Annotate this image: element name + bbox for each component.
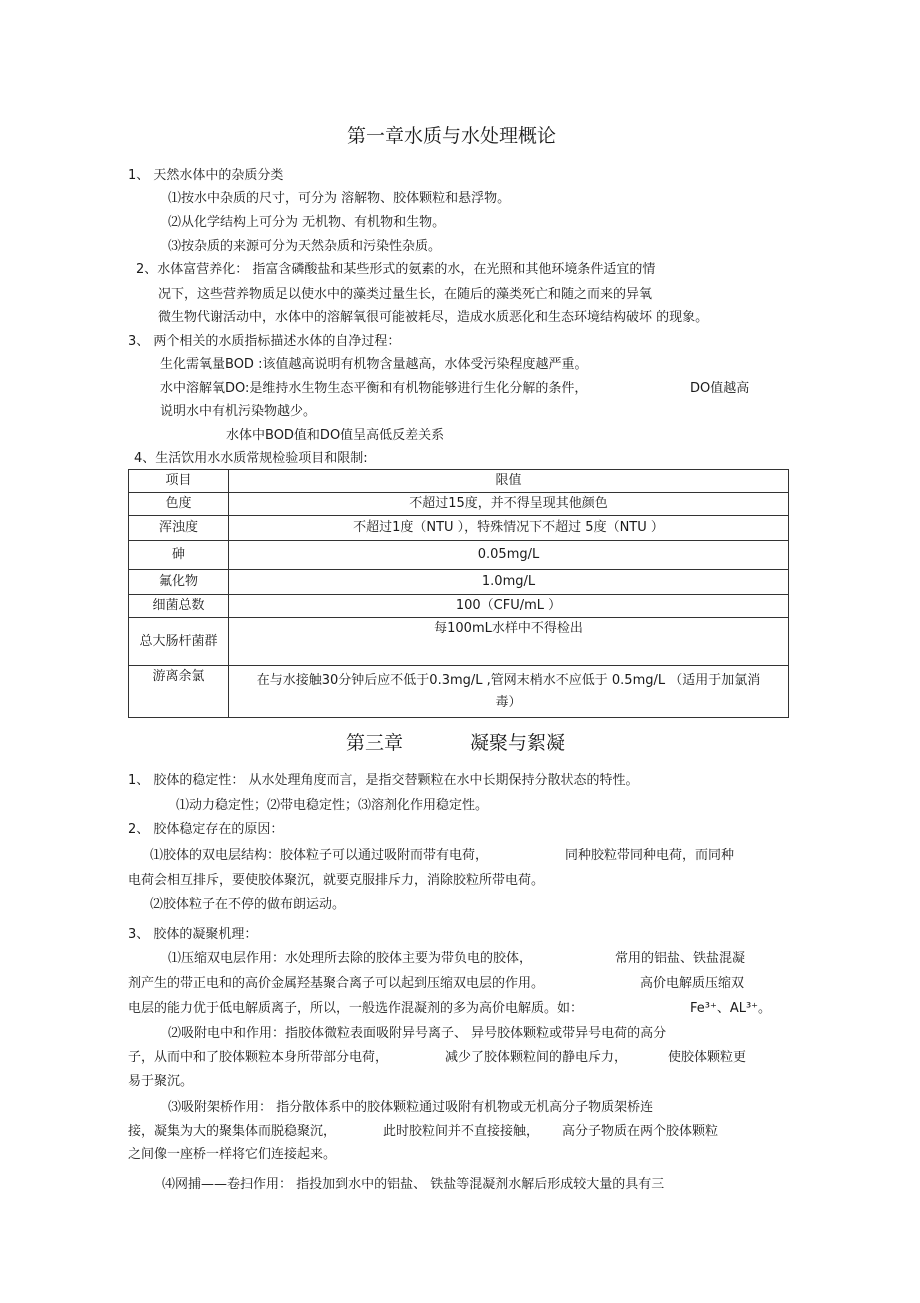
table-cell-limit: 每100mL水样中不得检出: [229, 618, 789, 666]
ch3-line: 此时胶粒间并不直接接触，: [383, 1124, 540, 1139]
table-cell-item: 总大肠杆菌群: [129, 618, 229, 666]
table-cell-limit: 1.0mg/L: [229, 570, 789, 595]
ch3-line: 之间像一座桥一样将它们连接起来。: [128, 1147, 337, 1162]
section1-item: ⑴按水中杂质的尺寸，可分为 溶解物、胶体颗粒和悬浮物。: [168, 191, 511, 206]
bod-do-relation: 水体中BOD值和DO值呈高低反差关系: [226, 428, 445, 443]
ch3-line: 高价电解质压缩双: [640, 976, 745, 991]
section4-heading: 4、生活饮用水水质常规检验项目和限制:: [134, 451, 368, 466]
chapter1-title: 第一章水质与水处理概论: [347, 125, 557, 147]
table-cell-item: 氟化物: [129, 570, 229, 595]
chapter3-title-number: 第三章: [346, 732, 404, 754]
table-cell-limit: 不超过15度，并不得呈现其他颜色: [229, 493, 789, 516]
section1-item: ⑵从化学结构上可分为 无机物、有机物和生物。: [168, 215, 446, 230]
table-cell-item: 细菌总数: [129, 595, 229, 618]
ch3-line: ⑴动力稳定性；⑵带电稳定性；⑶溶剂化作用稳定性。: [176, 798, 489, 813]
ch3-line: 减少了胶体颗粒间的静电斥力，: [445, 1050, 628, 1065]
table-header-row: [129, 470, 789, 493]
table-header: 项目: [129, 470, 229, 493]
table-row: [129, 666, 789, 718]
ch3-line: 电荷会相互排斥，要使胶体聚沉，就要克服排斥力，消除胶粒所带电荷。: [128, 873, 545, 888]
water-quality-table: [128, 469, 789, 718]
table-header: 限值: [229, 470, 789, 493]
ch3-line: 使胶体颗粒更: [668, 1050, 747, 1065]
ch3-line: ⑴胶体的双电层结构：胶体粒子可以通过吸附而带有电荷，: [150, 848, 489, 863]
ch3-line: 剂产生的带正电和的高价金属羟基聚合离子可以起到压缩双电层的作用。: [128, 976, 545, 991]
table-row: [129, 493, 789, 516]
table-row: [129, 618, 789, 666]
section3-heading: 3、 两个相关的水质指标描述水体的自净过程：: [128, 334, 401, 349]
ch3-line: ⑵吸附电中和作用：指胶体微粒表面吸附异号离子、 异号胶体颗粒或带异号电荷的高分: [168, 1026, 667, 1041]
table-cell-item: 游离余氯: [129, 666, 229, 718]
table-cell-item: 砷: [129, 541, 229, 570]
do-definition-tail: DO值越高: [690, 381, 750, 396]
table-cell-limit: 不超过1度（NTU ），特殊情况下不超过 5度（NTU ）: [229, 516, 789, 541]
ch3-line: 同种胶粒带同种电荷，而同种: [565, 848, 735, 863]
do-definition-cont: 说明水中有机污染物越少。: [160, 404, 317, 419]
section2-line: 况下，这些营养物质足以使水中的藻类过量生长，在随后的藻类死亡和随之而来的异氧: [158, 287, 653, 302]
ch3-line: 子，从而中和了胶体颗粒本身所带部分电荷，: [128, 1050, 389, 1065]
ch3-line: ⑴压缩双电层作用：水处理所去除的胶体主要为带负电的胶体，: [168, 951, 533, 966]
section2-line: 微生物代谢活动中，水体中的溶解氧很可能被耗尽，造成水质恶化和生态环境结构破坏 的现象。: [158, 310, 709, 325]
ch3-line: ⑶吸附架桥作用： 指分散体系中的胶体颗粒通过吸附有机物或无机高分子物质架桥连: [168, 1100, 654, 1115]
table-cell-item: 浑浊度: [129, 516, 229, 541]
section2-line: 2、水体富营养化： 指富含磷酸盐和某些形式的氨素的水，在光照和其他环境条件适宜的情: [136, 262, 656, 277]
table-row: [129, 570, 789, 595]
ch3-line: 易于聚沉。: [128, 1074, 194, 1089]
ch3-line: 3、 胶体的凝聚机理：: [128, 927, 258, 942]
ch3-line: 1、 胶体的稳定性： 从水处理角度而言，是指交替颗粒在水中长期保持分散状态的特性。: [128, 773, 639, 788]
table-row: [129, 595, 789, 618]
table-row: [129, 516, 789, 541]
table-cell-limit: 在与水接触30分钟后应不低于0.3mg/L ,管网末梢水不应低于 0.5mg/L （适用于加氯消毒）: [229, 666, 789, 718]
table-cell-limit: 0.05mg/L: [229, 541, 789, 570]
ch3-line: 常用的铝盐、铁盐混凝: [615, 951, 746, 966]
table-row: [129, 541, 789, 570]
ch3-line: 2、 胶体稳定存在的原因：: [128, 822, 284, 837]
ch3-line: 接，凝集为大的聚集体而脱稳聚沉，: [128, 1124, 337, 1139]
section1-heading: 1、 天然水体中的杂质分类: [128, 168, 284, 183]
table-cell-item: 色度: [129, 493, 229, 516]
bod-definition: 生化需氧量BOD :该值越高说明有机物含量越高，水体受污染程度越严重。: [160, 357, 588, 372]
table-cell-limit: 100（CFU/mL ）: [229, 595, 789, 618]
ch3-line: ⑵胶体粒子在不停的做布朗运动。: [150, 897, 346, 912]
ch3-line: ⑷网捕——卷扫作用： 指投加到水中的铝盐、 铁盐等混凝剂水解后形成较大量的具有三: [162, 1177, 665, 1192]
ch3-line: Fe³⁺、AL³⁺。: [690, 1001, 772, 1016]
ch3-line: 电层的能力优于低电解质离子，所以，一般选作混凝剂的多为高价电解质。如：: [128, 1001, 584, 1016]
ch3-line: 高分子物质在两个胶体颗粒: [562, 1124, 719, 1139]
do-definition: 水中溶解氧DO:是维持水生物生态平衡和有机物能够进行生化分解的条件，: [160, 381, 588, 396]
section1-item: ⑶按杂质的来源可分为天然杂质和污染性杂质。: [168, 239, 442, 254]
chapter3-title-text: 凝聚与絮凝: [470, 732, 566, 754]
